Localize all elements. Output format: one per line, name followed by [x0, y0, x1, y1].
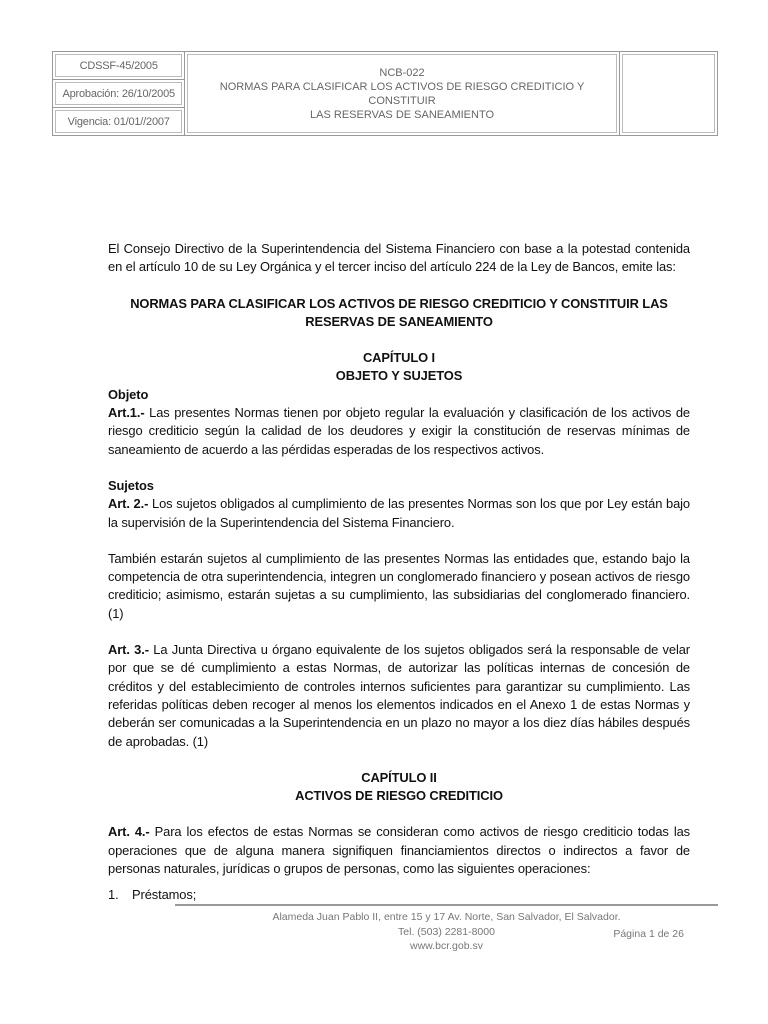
- header-blank-cell: [619, 52, 717, 136]
- chapter-2-number: CAPÍTULO II: [361, 769, 437, 785]
- article-2: [108, 495, 690, 532]
- article-4: [108, 823, 690, 878]
- footer-address: Alameda Juan Pablo II, entre 15 y 17 Av. Norte, San Salvador, El Salvador.: [272, 911, 621, 923]
- article-1: [108, 404, 690, 459]
- intro-paragraph: El Consejo Directivo de la Superintendencia del Sistema Financiero con base a la potestad contenida en el artículo 10 de su Ley Orgánica y el tercer inciso del artículo 224 de la Ley de Bancos, emite las:: [108, 241, 690, 275]
- main-title-line2: RESERVAS DE SANEAMIENTO: [305, 313, 493, 329]
- chapter-1-number: CAPÍTULO I: [362, 350, 436, 366]
- list-item: [108, 886, 690, 904]
- document-code: CDSSF-45/2005: [53, 52, 185, 80]
- norm-code: NCB-022: [379, 66, 425, 79]
- sujetos-heading: Sujetos: [108, 477, 154, 493]
- document-body: [108, 240, 690, 905]
- article-4-text: Para los efectos de estas Normas se consideran como activos de riesgo crediticio todas las operaciones que de alguna manera signifiquen financiamientos directos o indirectos a favor de personas naturales, jurídicas o grupos de personas, como las siguientes operaciones:: [108, 824, 690, 877]
- list-item-text: Préstamos;: [132, 887, 197, 903]
- approval-date: Aprobación: 26/10/2005: [53, 80, 185, 108]
- list-item-number: 1.: [108, 887, 119, 903]
- page-number: Página 1 de 26: [613, 928, 684, 940]
- article-1-label: Art.1.-: [108, 405, 145, 421]
- article-2-text: Los sujetos obligados al cumplimiento de las presentes Normas son los que por Ley están bajo la supervisión de la Superintendencia del Sistema Financiero.: [108, 496, 690, 530]
- norm-title-cell: [185, 52, 619, 136]
- article-3: [108, 641, 690, 751]
- main-title-line1: NORMAS PARA CLASIFICAR LOS ACTIVOS DE RIESGO CREDITICIO Y CONSTITUIR LAS: [130, 295, 668, 311]
- article-3-label: Art. 3.-: [108, 642, 149, 658]
- norm-title-line1: NORMAS PARA CLASIFICAR LOS ACTIVOS DE RIESGO CREDITICIO Y CONSTITUIR: [219, 80, 585, 107]
- article-2-label: Art. 2.-: [108, 496, 149, 512]
- chapter-2-heading: [108, 769, 690, 806]
- article-2-paragraph-2: También estarán sujetos al cumplimiento de las presentes Normas las entidades que, estando bajo la competencia de otra superintendencia, integren un conglomerado financiero y posean activos de riesgo crediticio; asimismo, estarán sujetas a su cumplimiento, las subsidiarias del conglomerado financiero. (1): [108, 550, 690, 621]
- validity-date: Vigencia: 01/01//2007: [53, 108, 185, 136]
- objeto-heading: Objeto: [108, 386, 149, 402]
- article-1-text: Las presentes Normas tienen por objeto regular la evaluación y clasificación de los activos de riesgo crediticio según la calidad de los deudores y exigir la constitución de reservas mínimas de saneamiento de acuerdo a las pérdidas esperadas de los respectivos activos.: [108, 405, 690, 457]
- footer-web: www.bcr.gob.sv: [410, 940, 483, 952]
- article-3-text: La Junta Directiva u órgano equivalente de los sujetos obligados será la responsable de velar por que se dé cumplimiento a estas Normas, de autorizar las políticas internas de concesión de créditos y del establecimiento de controles internos suficientes para garantizar su cumplimiento. Las referidas políticas deben recoger al menos los elementos indicados en el Anexo 1 de estas Normas y deberán ser comunicadas a la Superintendencia en un plazo no mayor a los diez días hábiles después de aprobadas. (1): [108, 642, 690, 749]
- chapter-1-title: OBJETO Y SUJETOS: [335, 368, 463, 384]
- chapter-2-title: ACTIVOS DE RIESGO CREDITICIO: [295, 788, 503, 804]
- article-4-label: Art. 4.-: [108, 824, 150, 840]
- norm-title-line2: LAS RESERVAS DE SANEAMIENTO: [310, 108, 495, 121]
- document-header: [52, 51, 718, 136]
- chapter-1-heading: [108, 349, 690, 386]
- footer-divider: [175, 904, 718, 906]
- footer-phone: Tel. (503) 2281-8000: [398, 925, 495, 938]
- main-title: [108, 295, 690, 332]
